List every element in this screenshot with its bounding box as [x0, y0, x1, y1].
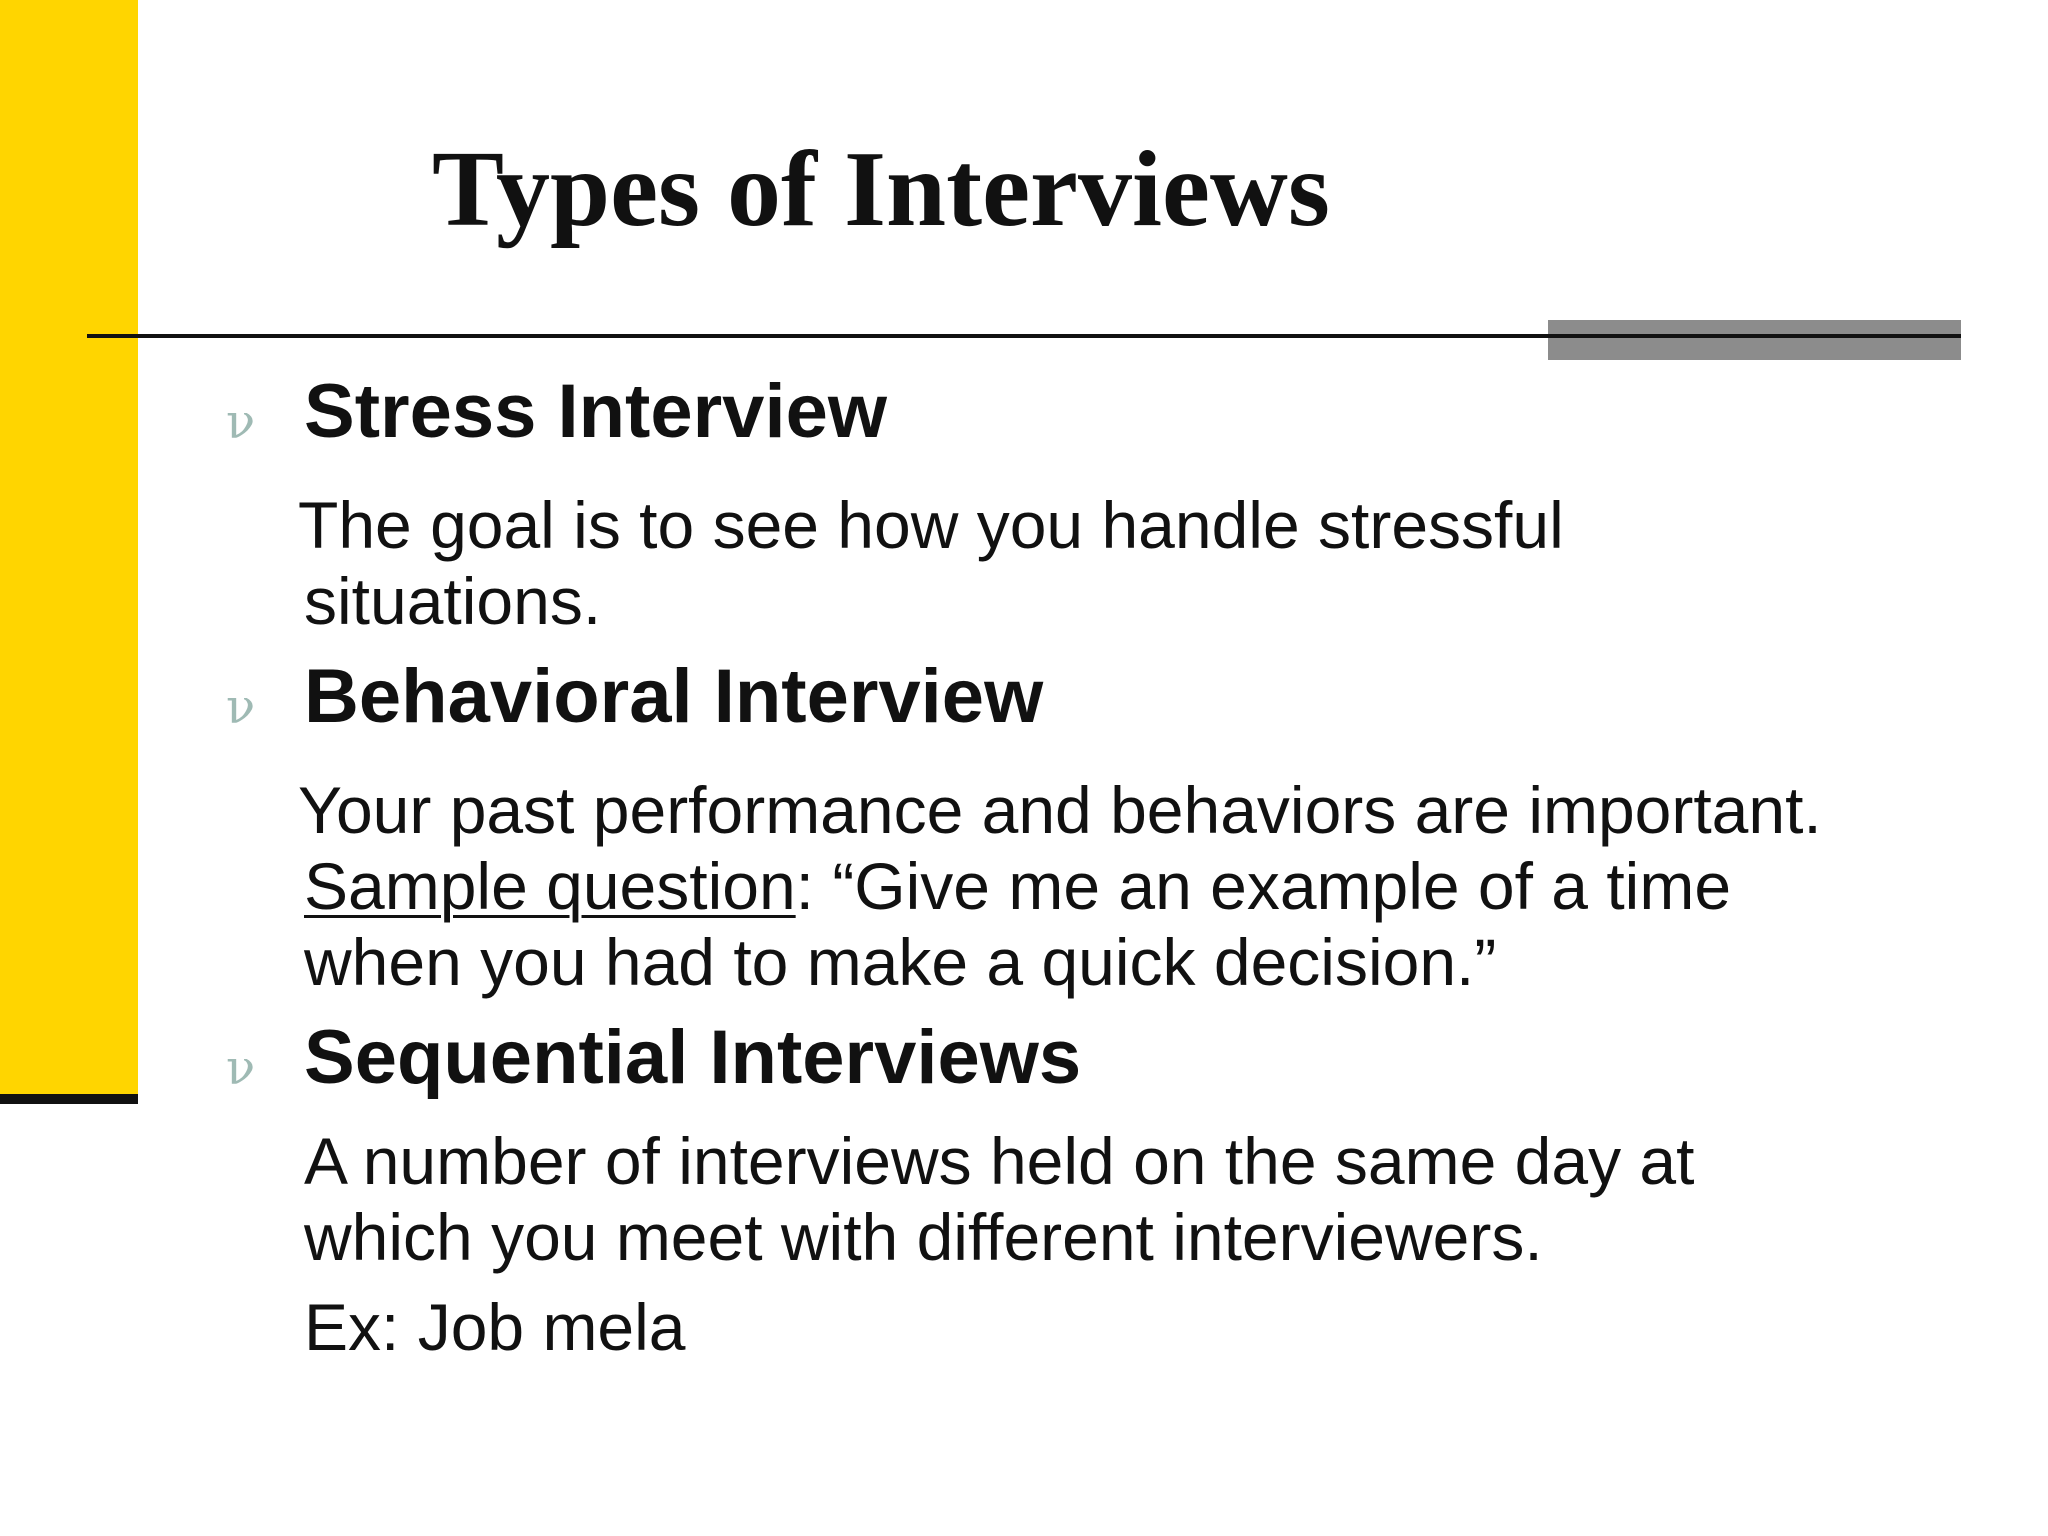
- slide-title: Types of Interviews: [432, 130, 1330, 249]
- bullet-icon: ν: [226, 394, 256, 450]
- title-divider-block-line: [1548, 334, 1961, 338]
- bullet-icon: ν: [226, 679, 256, 735]
- body-line: [298, 849, 1731, 923]
- body-line: which you meet with different interviewers.: [304, 1200, 1543, 1274]
- item-heading-stress: Stress Interview: [304, 369, 887, 454]
- title-divider-block: [1548, 320, 1961, 360]
- item-example-sequential: Ex: Job mela: [304, 1290, 686, 1364]
- body-line: The goal is to see how you handle stressful: [298, 488, 1564, 562]
- body-line: when you had to make a quick decision.”: [304, 925, 1497, 999]
- body-line: A number of interviews held on the same day at: [304, 1124, 1695, 1198]
- item-heading-sequential: Sequential Interviews: [304, 1015, 1082, 1100]
- item-body-stress: [298, 487, 1564, 639]
- accent-sidebar-base: [0, 1094, 138, 1104]
- item-body-behavioral: [298, 772, 1822, 1000]
- accent-sidebar-bar: [0, 0, 138, 1094]
- sample-question-text: : “Give me an example of a time: [795, 849, 1732, 923]
- body-line: Your past performance and behaviors are important.: [298, 773, 1822, 847]
- item-heading-behavioral: Behavioral Interview: [304, 654, 1044, 739]
- item-body-sequential: [304, 1123, 1694, 1275]
- sample-question-label: Sample question: [304, 849, 796, 923]
- body-line: situations.: [304, 564, 602, 638]
- bullet-icon: ν: [226, 1040, 256, 1096]
